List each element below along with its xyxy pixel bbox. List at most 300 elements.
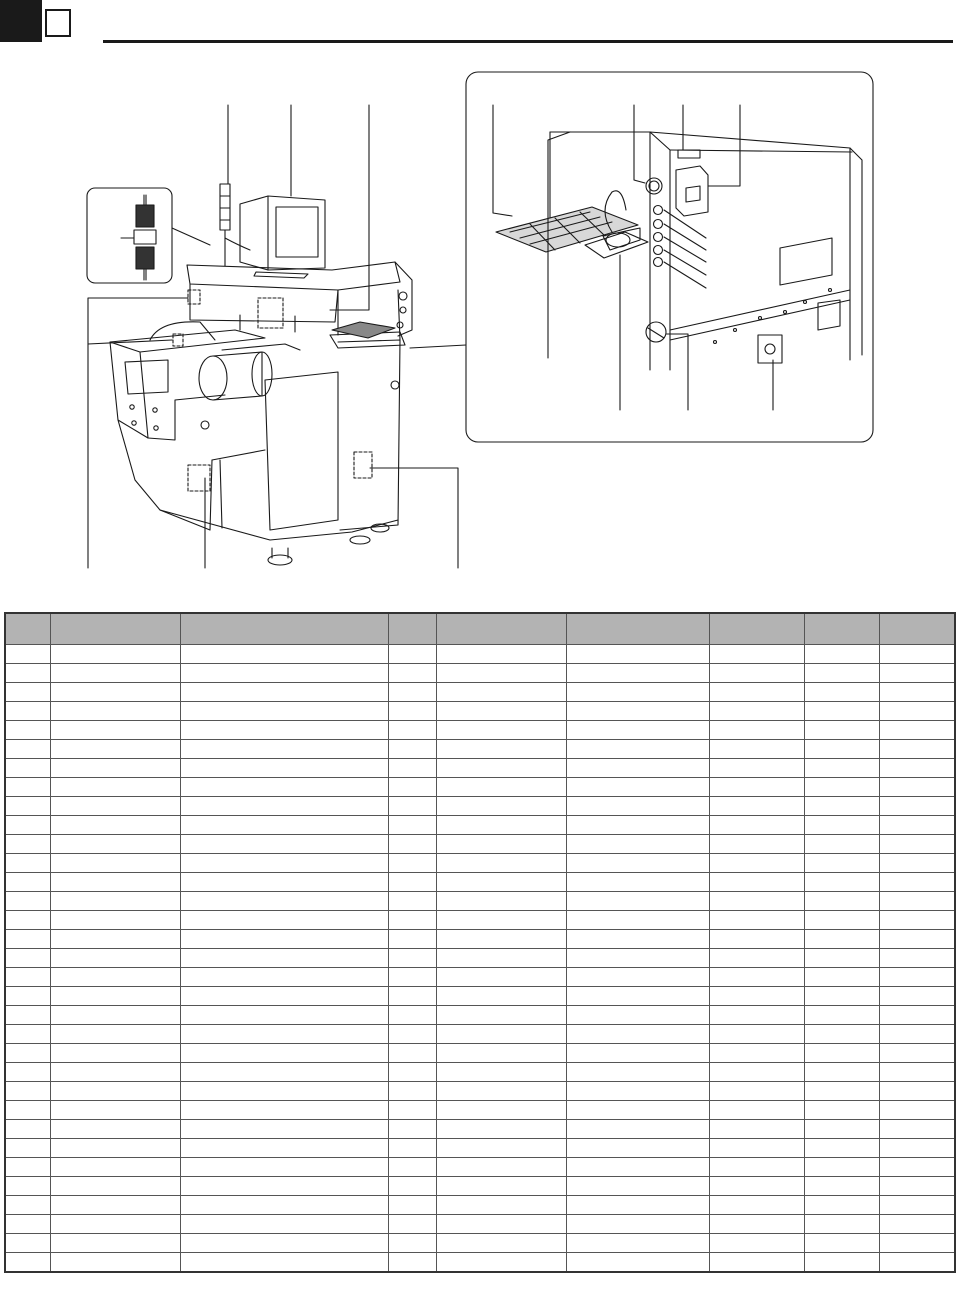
table-cell: [436, 892, 566, 911]
table-cell: [436, 664, 566, 683]
table-cell: [566, 1234, 709, 1253]
table-cell: [5, 778, 50, 797]
table-cell: [879, 1158, 955, 1177]
table-cell: [5, 683, 50, 702]
table-cell: [5, 702, 50, 721]
column-header: [5, 613, 50, 645]
table-cell: [50, 968, 180, 987]
table-cell: [180, 1063, 388, 1082]
table-cell: [50, 759, 180, 778]
table-cell: [388, 854, 436, 873]
table-row: [5, 1158, 955, 1177]
table-cell: [804, 1177, 879, 1196]
table-cell: [5, 1082, 50, 1101]
table-cell: [180, 1253, 388, 1273]
column-header: [388, 613, 436, 645]
table-cell: [804, 702, 879, 721]
table-cell: [388, 873, 436, 892]
table-cell: [436, 1215, 566, 1234]
table-cell: [566, 721, 709, 740]
table-cell: [50, 835, 180, 854]
table-cell: [709, 1120, 804, 1139]
table-cell: [804, 1063, 879, 1082]
table-row: [5, 892, 955, 911]
table-cell: [436, 835, 566, 854]
table-cell: [879, 721, 955, 740]
table-cell: [804, 854, 879, 873]
table-cell: [804, 740, 879, 759]
table-cell: [566, 1253, 709, 1273]
table-cell: [879, 1253, 955, 1273]
table-cell: [388, 1120, 436, 1139]
table-cell: [180, 835, 388, 854]
table-row: [5, 1234, 955, 1253]
table-cell: [879, 1063, 955, 1082]
table-cell: [5, 1177, 50, 1196]
table-cell: [180, 702, 388, 721]
table-cell: [804, 930, 879, 949]
table-cell: [804, 1101, 879, 1120]
table-cell: [566, 797, 709, 816]
table-cell: [709, 778, 804, 797]
table-cell: [566, 911, 709, 930]
table-row: [5, 816, 955, 835]
column-header: [436, 613, 566, 645]
table-cell: [879, 835, 955, 854]
table-cell: [180, 1120, 388, 1139]
column-header: [566, 613, 709, 645]
table-cell: [50, 1120, 180, 1139]
table-cell: [804, 683, 879, 702]
table-cell: [5, 797, 50, 816]
column-header: [804, 613, 879, 645]
table-cell: [5, 1044, 50, 1063]
table-cell: [566, 1082, 709, 1101]
table-cell: [180, 740, 388, 759]
table-cell: [879, 1101, 955, 1120]
table-cell: [180, 911, 388, 930]
table-cell: [388, 1063, 436, 1082]
table-cell: [709, 1044, 804, 1063]
table-cell: [436, 1082, 566, 1101]
table-cell: [879, 1082, 955, 1101]
table-row: [5, 1253, 955, 1273]
table-cell: [804, 778, 879, 797]
table-cell: [879, 854, 955, 873]
table-cell: [566, 1006, 709, 1025]
table-cell: [566, 1044, 709, 1063]
table-cell: [879, 1044, 955, 1063]
table-cell: [388, 835, 436, 854]
table-cell: [709, 702, 804, 721]
table-cell: [50, 1101, 180, 1120]
table-cell: [5, 930, 50, 949]
table-row: [5, 664, 955, 683]
table-cell: [388, 645, 436, 664]
table-cell: [50, 1006, 180, 1025]
table-cell: [388, 721, 436, 740]
table-cell: [436, 645, 566, 664]
table-cell: [436, 1120, 566, 1139]
table-cell: [436, 816, 566, 835]
table-cell: [804, 797, 879, 816]
table-cell: [436, 1139, 566, 1158]
table-cell: [436, 1234, 566, 1253]
table-cell: [50, 1215, 180, 1234]
table-cell: [566, 1177, 709, 1196]
table-cell: [436, 1063, 566, 1082]
table-cell: [5, 1101, 50, 1120]
table-cell: [709, 1158, 804, 1177]
table-cell: [5, 1025, 50, 1044]
table-cell: [5, 664, 50, 683]
table-cell: [388, 702, 436, 721]
table-cell: [388, 968, 436, 987]
table-cell: [709, 1177, 804, 1196]
table-cell: [388, 664, 436, 683]
table-cell: [436, 683, 566, 702]
table-cell: [180, 854, 388, 873]
table-cell: [50, 1196, 180, 1215]
column-header: [180, 613, 388, 645]
column-header: [50, 613, 180, 645]
table-cell: [879, 1006, 955, 1025]
table-cell: [50, 911, 180, 930]
table-cell: [180, 949, 388, 968]
table-cell: [180, 1101, 388, 1120]
machine-illustration: [0, 50, 956, 580]
table-cell: [709, 835, 804, 854]
table-cell: [388, 1196, 436, 1215]
table-cell: [804, 911, 879, 930]
table-cell: [388, 683, 436, 702]
table-cell: [804, 987, 879, 1006]
table-cell: [180, 645, 388, 664]
table-cell: [5, 911, 50, 930]
table-row: [5, 1082, 955, 1101]
table-cell: [566, 1139, 709, 1158]
table-cell: [566, 645, 709, 664]
table-cell: [388, 911, 436, 930]
table-cell: [180, 1234, 388, 1253]
table-cell: [436, 1025, 566, 1044]
table-cell: [566, 816, 709, 835]
table-cell: [50, 721, 180, 740]
table-cell: [5, 949, 50, 968]
table-cell: [566, 930, 709, 949]
table-cell: [879, 1215, 955, 1234]
detail-inset: [410, 72, 873, 442]
table-cell: [709, 1196, 804, 1215]
table-cell: [709, 930, 804, 949]
table-cell: [50, 1253, 180, 1273]
table-cell: [180, 759, 388, 778]
table-row: [5, 987, 955, 1006]
table-cell: [566, 759, 709, 778]
table-cell: [879, 1120, 955, 1139]
connector-inset: [87, 188, 210, 283]
table-cell: [180, 1215, 388, 1234]
table-header-row: [5, 613, 955, 645]
table-cell: [879, 1025, 955, 1044]
table-cell: [879, 1139, 955, 1158]
table-cell: [388, 1253, 436, 1273]
table-cell: [804, 1215, 879, 1234]
table-cell: [709, 892, 804, 911]
table-cell: [804, 759, 879, 778]
table-cell: [566, 835, 709, 854]
parts-table: [4, 612, 956, 1273]
table-cell: [804, 1120, 879, 1139]
table-cell: [804, 816, 879, 835]
table-cell: [50, 1063, 180, 1082]
table-cell: [388, 1006, 436, 1025]
table-cell: [50, 930, 180, 949]
table-cell: [879, 1177, 955, 1196]
table-cell: [709, 911, 804, 930]
table-cell: [566, 1101, 709, 1120]
table-cell: [5, 1215, 50, 1234]
table-cell: [5, 1253, 50, 1273]
table-cell: [879, 664, 955, 683]
table-cell: [180, 873, 388, 892]
table-cell: [50, 987, 180, 1006]
table-cell: [436, 873, 566, 892]
table-cell: [566, 1120, 709, 1139]
table-cell: [436, 1101, 566, 1120]
table-cell: [388, 949, 436, 968]
table-cell: [180, 968, 388, 987]
table-cell: [804, 835, 879, 854]
column-header: [709, 613, 804, 645]
table-cell: [709, 1253, 804, 1273]
table-cell: [566, 1215, 709, 1234]
table-row: [5, 1139, 955, 1158]
table-cell: [50, 797, 180, 816]
table-cell: [388, 987, 436, 1006]
table-cell: [436, 854, 566, 873]
table-row: [5, 930, 955, 949]
table-cell: [709, 721, 804, 740]
table-cell: [388, 1177, 436, 1196]
machine-body: [110, 262, 412, 565]
table-cell: [566, 1158, 709, 1177]
table-cell: [804, 1025, 879, 1044]
table-cell: [5, 1006, 50, 1025]
table-cell: [180, 721, 388, 740]
table-row: [5, 854, 955, 873]
table-cell: [709, 1139, 804, 1158]
chapter-number-box: [45, 9, 71, 37]
table-cell: [50, 854, 180, 873]
table-cell: [388, 778, 436, 797]
table-cell: [709, 1025, 804, 1044]
table-cell: [709, 645, 804, 664]
table-cell: [879, 645, 955, 664]
table-cell: [5, 1158, 50, 1177]
table-cell: [436, 797, 566, 816]
signal-tower: [220, 184, 250, 266]
table-cell: [436, 759, 566, 778]
table-cell: [180, 1158, 388, 1177]
monitor: [240, 196, 325, 278]
table-cell: [436, 1177, 566, 1196]
table-cell: [180, 1139, 388, 1158]
table-cell: [436, 987, 566, 1006]
table-cell: [436, 930, 566, 949]
table-cell: [566, 987, 709, 1006]
table-cell: [879, 702, 955, 721]
table-cell: [879, 892, 955, 911]
table-cell: [5, 1063, 50, 1082]
table-row: [5, 778, 955, 797]
table-cell: [804, 949, 879, 968]
table-row: [5, 740, 955, 759]
table-cell: [709, 968, 804, 987]
table-cell: [5, 759, 50, 778]
table-cell: [566, 683, 709, 702]
table-cell: [709, 1215, 804, 1234]
table-cell: [709, 740, 804, 759]
table-cell: [50, 1139, 180, 1158]
table-cell: [709, 854, 804, 873]
table-row: [5, 1196, 955, 1215]
table-cell: [436, 1006, 566, 1025]
table-cell: [566, 1025, 709, 1044]
table-cell: [180, 778, 388, 797]
table-cell: [566, 873, 709, 892]
table-cell: [879, 816, 955, 835]
table-cell: [180, 664, 388, 683]
table-row: [5, 1101, 955, 1120]
table-cell: [5, 1234, 50, 1253]
table-cell: [879, 987, 955, 1006]
table-row: [5, 1044, 955, 1063]
table-cell: [5, 873, 50, 892]
table-row: [5, 968, 955, 987]
table-cell: [50, 1025, 180, 1044]
table-cell: [50, 740, 180, 759]
table-cell: [5, 740, 50, 759]
table-cell: [709, 1101, 804, 1120]
table-cell: [709, 1063, 804, 1082]
table-cell: [5, 721, 50, 740]
table-cell: [566, 702, 709, 721]
table-cell: [804, 1044, 879, 1063]
table-cell: [180, 1006, 388, 1025]
table-cell: [388, 1101, 436, 1120]
table-cell: [5, 645, 50, 664]
table-cell: [180, 816, 388, 835]
table-cell: [709, 949, 804, 968]
table-cell: [436, 911, 566, 930]
table-cell: [879, 911, 955, 930]
table-cell: [388, 1158, 436, 1177]
table-cell: [436, 968, 566, 987]
table-cell: [804, 968, 879, 987]
table-cell: [180, 1025, 388, 1044]
table-cell: [5, 987, 50, 1006]
table-cell: [566, 778, 709, 797]
table-cell: [879, 797, 955, 816]
table-row: [5, 683, 955, 702]
table-cell: [388, 1234, 436, 1253]
table-cell: [566, 968, 709, 987]
table-cell: [5, 816, 50, 835]
table-cell: [709, 873, 804, 892]
table-row: [5, 759, 955, 778]
table-row: [5, 721, 955, 740]
table-cell: [50, 778, 180, 797]
table-cell: [180, 930, 388, 949]
table-cell: [388, 759, 436, 778]
table-cell: [388, 797, 436, 816]
table-cell: [879, 1234, 955, 1253]
table-cell: [804, 645, 879, 664]
table-cell: [436, 1044, 566, 1063]
table-cell: [180, 1082, 388, 1101]
table-cell: [5, 854, 50, 873]
table-cell: [5, 1120, 50, 1139]
table-cell: [50, 816, 180, 835]
table-cell: [180, 987, 388, 1006]
table-cell: [709, 1006, 804, 1025]
table-cell: [709, 816, 804, 835]
table-cell: [436, 949, 566, 968]
table-cell: [50, 1082, 180, 1101]
chapter-tab-block: [0, 0, 42, 42]
table-row: [5, 1006, 955, 1025]
table-cell: [180, 1196, 388, 1215]
table-cell: [50, 683, 180, 702]
table-cell: [5, 892, 50, 911]
table-cell: [50, 702, 180, 721]
table-cell: [180, 797, 388, 816]
table-cell: [879, 1196, 955, 1215]
table-row: [5, 949, 955, 968]
table-cell: [879, 759, 955, 778]
table-cell: [180, 683, 388, 702]
table-cell: [879, 968, 955, 987]
table-row: [5, 1215, 955, 1234]
table-row: [5, 645, 955, 664]
table-cell: [804, 1196, 879, 1215]
table-cell: [566, 740, 709, 759]
table-cell: [50, 949, 180, 968]
table-cell: [180, 892, 388, 911]
table-cell: [436, 740, 566, 759]
table-cell: [436, 702, 566, 721]
table-cell: [804, 892, 879, 911]
table-cell: [879, 778, 955, 797]
table-cell: [566, 854, 709, 873]
table-row: [5, 1120, 955, 1139]
table-cell: [436, 1196, 566, 1215]
table-row: [5, 911, 955, 930]
table-cell: [180, 1177, 388, 1196]
table-cell: [804, 664, 879, 683]
table-cell: [879, 930, 955, 949]
table-cell: [388, 930, 436, 949]
table-cell: [879, 873, 955, 892]
table-cell: [388, 1025, 436, 1044]
table-cell: [50, 1177, 180, 1196]
table-cell: [388, 1044, 436, 1063]
table-row: [5, 1177, 955, 1196]
table-cell: [436, 721, 566, 740]
table-cell: [50, 1044, 180, 1063]
table-cell: [879, 740, 955, 759]
